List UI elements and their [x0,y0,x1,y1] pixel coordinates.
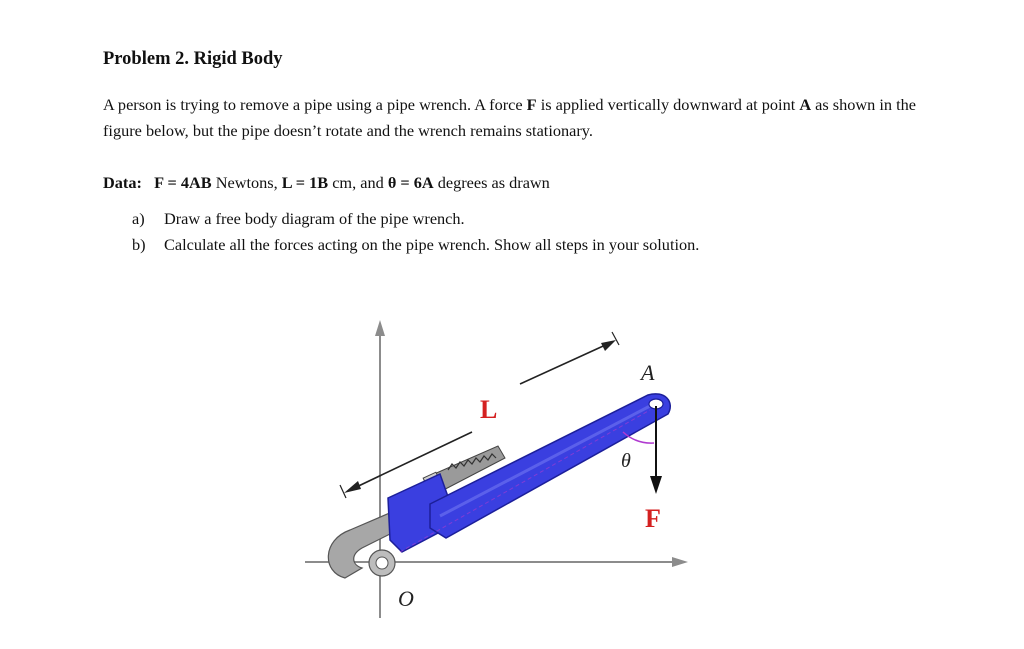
label-length: L [480,395,498,424]
statement-part-2: is applied vertically downward at point [536,95,800,114]
data-force-unit: Newtons, [211,173,282,192]
part-b-label: b) [132,235,146,254]
statement-force-symbol: F [526,95,537,114]
label-theta: θ [621,450,631,472]
data-force: F = 4AB [154,173,212,192]
data-length: L = 1B [281,173,329,192]
label-point-a: A [641,360,655,385]
data-length-unit: cm, and [328,173,388,192]
data-angle-unit: degrees as drawn [433,173,550,192]
statement-point-symbol: A [799,95,812,114]
part-a-text: Draw a free body diagram of the pipe wrench. [164,209,465,228]
label-force: F [645,504,661,533]
problem-title: Problem 2. Rigid Body [103,49,283,69]
part-b-text: Calculate all the forces acting on the pipe wrench. Show all steps in your solution. [164,235,700,254]
label-origin: O [398,586,414,611]
part-a-label: a) [132,209,145,228]
data-angle: θ = 6A [387,173,434,192]
statement-part-3: as shown in the figure below, but the pipe doesn’t rotate and the wrench remains stationary. [103,95,917,140]
data-label: Data: [103,173,142,192]
statement-part-1: A person is trying to remove a pipe using a pipe wrench. A force [103,95,527,114]
